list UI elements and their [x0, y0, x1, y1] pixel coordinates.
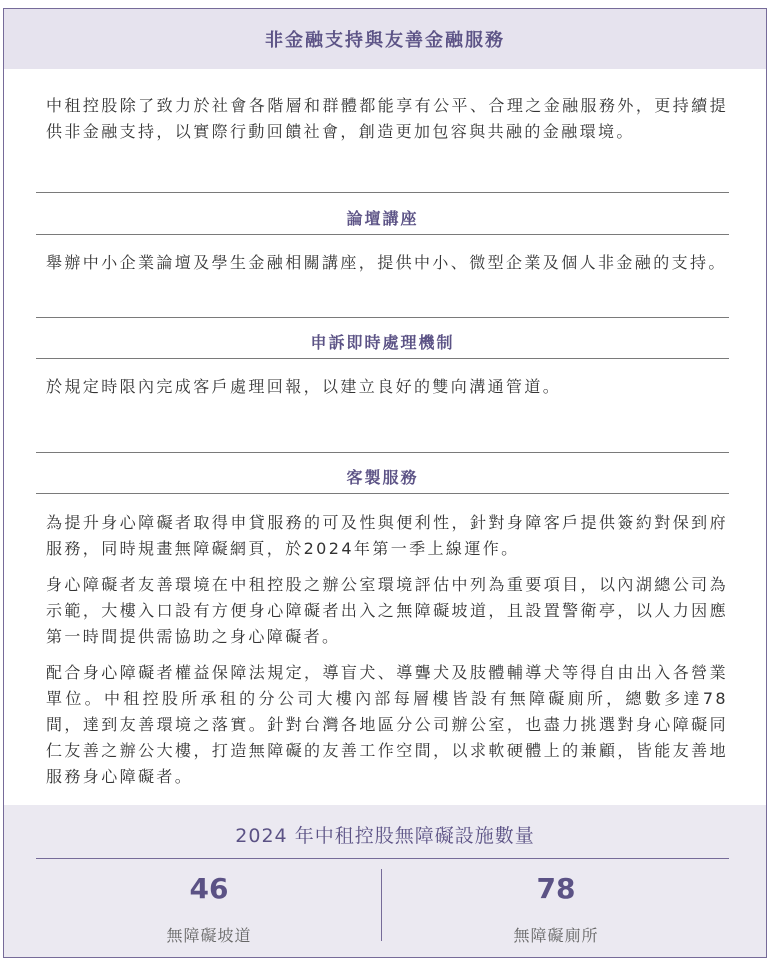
- stat-value: 78: [536, 872, 576, 905]
- stat-label: 無障礙廁所: [513, 926, 599, 945]
- divider: [36, 493, 729, 494]
- stat-label: 無障礙坡道: [166, 926, 252, 945]
- custom-paragraph-1: 為提升身心障礙者取得申貸服務的可及性與便利性，針對身障客戶提供簽約對保到府服務，同時規畫無障礙網頁，於2024年第一季上線運作。: [46, 513, 728, 558]
- stats-divider: [36, 858, 729, 859]
- forum-paragraph: 舉辦中小企業論壇及學生金融相關講座，提供中小、微型企業及個人非金融的支持。: [46, 253, 727, 272]
- info-panel: [3, 8, 767, 958]
- panel-title: 非金融支持與友善金融服務: [265, 30, 505, 51]
- divider: [36, 192, 729, 193]
- stat-value: 46: [189, 872, 229, 905]
- stat-ramps: [36, 873, 382, 946]
- custom-paragraph-2: 身心障礙者友善環境在中租控股之辦公室環境評估中列為重要項目，以內湖總公司為示範，大樓入口設有方便身心障礙者出入之無障礙坡道，且設置警衛亭，以人力因應第一時間提供需協助之身心障礙者。: [46, 575, 728, 646]
- intro-paragraph: 中租控股除了致力於社會各階層和群體都能享有公平、合理之金融服務外，更持續提供非金融支持，以實際行動回饋社會，創造更加包容與共融的金融環境。: [46, 96, 728, 141]
- facility-stats: [4, 805, 766, 957]
- section-title-forum: 論壇講座: [346, 209, 419, 228]
- section-title-complaint: 申訴即時處理機制: [310, 333, 455, 352]
- panel-header: [4, 9, 766, 69]
- complaint-paragraph: 於規定時限內完成客戶處理回報，以建立良好的雙向溝通管道。: [46, 377, 562, 396]
- divider: [36, 234, 729, 235]
- divider: [36, 452, 729, 453]
- divider: [36, 317, 729, 318]
- stat-restrooms: [383, 873, 729, 946]
- section-title-custom: 客製服務: [346, 468, 419, 487]
- stats-title: 2024 年中租控股無障礙設施數量: [235, 825, 535, 847]
- custom-paragraph-3: 配合身心障礙者權益保障法規定，導盲犬、導聾犬及肢體輔導犬等得自由出入各營業單位。中租控股所承租的分公司大樓內部每層樓皆設有無障礙廁所，總數多達78間，達到友善環境之落實。針對台灣各地區分公司辦公室，也盡力挑選對身心障礙同仁友善之辦公大樓，打造無障礙的友善工作空間，以求軟硬體上的兼顧，皆能友善地服務身心障礙者。: [46, 663, 728, 786]
- divider: [36, 358, 729, 359]
